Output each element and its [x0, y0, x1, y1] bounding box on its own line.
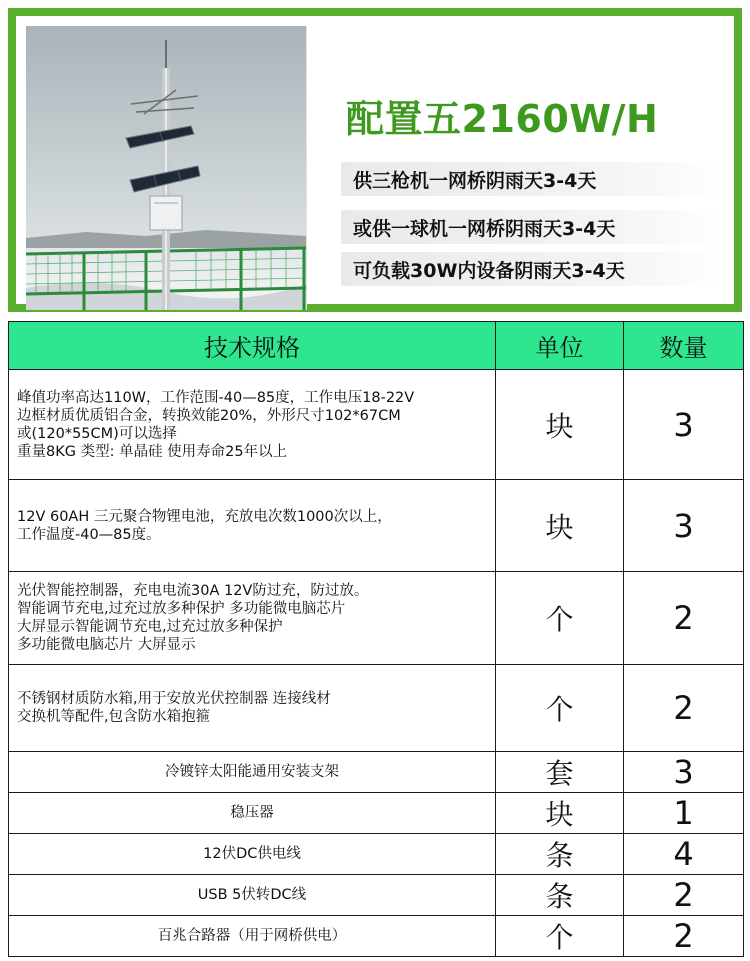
spec-cell: 稳压器: [9, 793, 496, 834]
spec-cell: [9, 480, 496, 572]
qty-cell: 3: [624, 480, 744, 572]
qty-cell: 2: [624, 572, 744, 665]
table-row: [9, 752, 744, 793]
table-header-row: [9, 322, 744, 370]
table-row: [9, 834, 744, 875]
spec-line: 智能调节充电,过充过放多种保护 多功能微电脑芯片: [17, 601, 346, 617]
table-row: [9, 665, 744, 752]
spec-cell: USB 5伏转DC线: [9, 875, 496, 916]
spec-line: 12V 60AH 三元聚合物锂电池，充放电次数1000次以上，: [17, 508, 392, 525]
table-row: [9, 916, 744, 957]
config-title: 配置五2160W/H: [346, 97, 659, 141]
unit-cell: 条: [496, 834, 624, 875]
header-qty: 数量: [624, 322, 744, 370]
spec-line: 交换机等配件,包含防水箱抱箍: [17, 709, 211, 725]
unit-cell: 套: [496, 752, 624, 793]
spec-line: 工作温度-40—85度。: [17, 526, 161, 543]
unit-cell: 个: [496, 916, 624, 957]
product-banner: [8, 8, 742, 312]
spec-line: 大屏显示智能调节充电,过充过放多种保护: [17, 619, 283, 635]
header-spec: 技术规格: [9, 322, 496, 370]
spec-line: 边框材质优质铝合金，转换效能20%，外形尺寸102*67CM: [17, 407, 401, 424]
spec-cell: [9, 370, 496, 480]
table-row: [9, 370, 744, 480]
spec-line: 重量8KG 类型: 单晶硅 使用寿命25年以上: [17, 443, 288, 460]
unit-cell: 块: [496, 370, 624, 480]
spec-cell: 冷镀锌太阳能通用安装支架: [9, 752, 496, 793]
spec-table: [8, 321, 744, 957]
qty-cell: 1: [624, 793, 744, 834]
feature-line-3: 可负载30W内设备阴雨天3-4天: [341, 252, 725, 286]
qty-cell: 4: [624, 834, 744, 875]
header-unit: 单位: [496, 322, 624, 370]
spec-line: 多功能微电脑芯片 大屏显示: [17, 637, 196, 653]
solar-pole-photo: [26, 26, 307, 310]
qty-cell: 3: [624, 752, 744, 793]
table-row: [9, 480, 744, 572]
unit-cell: 个: [496, 572, 624, 665]
spec-line: 峰值功率高达110W，工作范围-40—85度，工作电压18-22V: [17, 389, 415, 406]
table-row: [9, 793, 744, 834]
unit-cell: 个: [496, 665, 624, 752]
spec-cell: 百兆合路器（用于网桥供电）: [9, 916, 496, 957]
spec-cell: [9, 572, 496, 665]
table-row: [9, 572, 744, 665]
spec-line: 光伏智能控制器，充电电流30A 12V防过充，防过放。: [17, 583, 369, 599]
spec-line: 或(120*55CM)可以选择: [17, 425, 177, 442]
spec-cell: [9, 665, 496, 752]
unit-cell: 块: [496, 480, 624, 572]
unit-cell: 块: [496, 793, 624, 834]
spec-line: 不锈钢材质防水箱,用于安放光伏控制器 连接线材: [17, 691, 331, 707]
qty-cell: 2: [624, 875, 744, 916]
qty-cell: 3: [624, 370, 744, 480]
spec-cell: 12伏DC供电线: [9, 834, 496, 875]
qty-cell: 2: [624, 665, 744, 752]
solar-pole-image: [26, 26, 307, 310]
table-row: [9, 875, 744, 916]
qty-cell: 2: [624, 916, 744, 957]
feature-line-1: 供三枪机一网桥阴雨天3-4天: [341, 162, 725, 196]
feature-line-2: 或供一球机一网桥阴雨天3-4天: [341, 210, 725, 244]
unit-cell: 条: [496, 875, 624, 916]
